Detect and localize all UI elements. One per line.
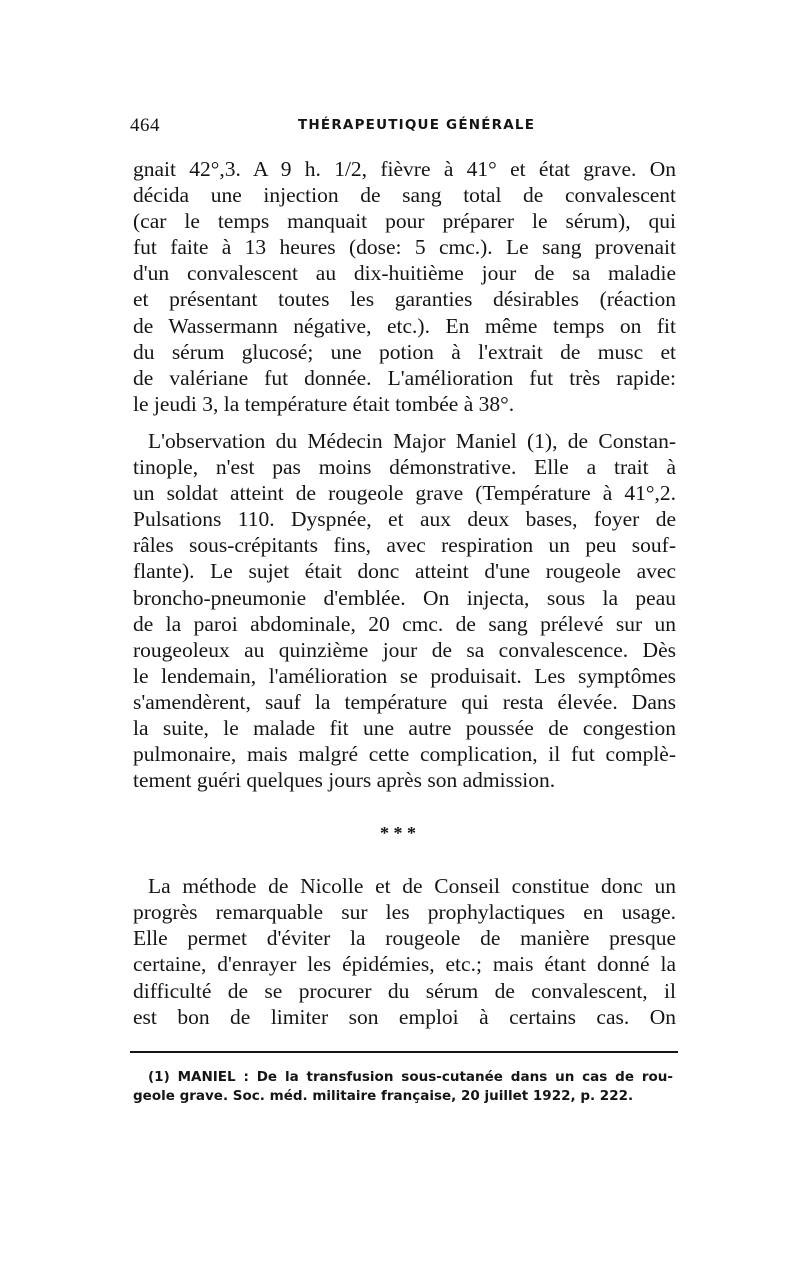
footnote-line: (1) MANIEL : De la transfusion sous-cutanée dans un cas de rou- [148, 1069, 673, 1085]
text-line: La méthode de Nicolle et de Conseil constitue donc un [148, 874, 676, 898]
text-line: certaine, d'enrayer les épidémies, etc.; mais étant donné la [133, 952, 676, 976]
text-line: gnait 42°,3. A 9 h. 1/2, fièvre à 41° et état grave. On [133, 157, 676, 181]
text-line: de la paroi abdominale, 20 cmc. de sang prélevé sur un [133, 612, 676, 636]
footnote-rule [130, 1051, 678, 1053]
text-line: de Wassermann négative, etc.). En même temps on fit [133, 314, 676, 338]
text-line: pulmonaire, mais malgré cette complication, il fut complè- [133, 742, 676, 766]
text-line: difficulté de se procurer du sérum de convalescent, il [133, 979, 676, 1003]
text-line: (car le temps manquait pour préparer le sérum), qui [133, 209, 676, 233]
section-separator: * * * [380, 823, 416, 843]
text-line: râles sous-crépitants fins, avec respiration un peu souf- [133, 533, 676, 557]
text-line: L'observation du Médecin Major Maniel (1), de Constan- [148, 429, 676, 453]
running-title: THÉRAPEUTIQUE GÉNÉRALE [298, 117, 536, 133]
text-line: un soldat atteint de rougeole grave (Température à 41°,2. [133, 481, 676, 505]
text-line: la suite, le malade fit une autre poussée de congestion [133, 716, 676, 740]
text-line: d'un convalescent au dix-huitième jour de sa maladie [133, 261, 676, 285]
text-line: est bon de limiter son emploi à certains cas. On [133, 1005, 676, 1029]
text-line: de valériane fut donnée. L'amélioration fut très rapide: [133, 366, 676, 390]
text-line: et présentant toutes les garanties désirables (réaction [133, 287, 676, 311]
text-line: décida une injection de sang total de convalescent [133, 183, 676, 207]
text-line: broncho-pneumonie d'emblée. On injecta, sous la peau [133, 586, 676, 610]
text-line: fut faite à 13 heures (dose: 5 cmc.). Le sang provenait [133, 235, 676, 259]
text-line: rougeoleux au quinzième jour de sa convalescence. Dès [133, 638, 676, 662]
text-line: flante). Le sujet était donc atteint d'une rougeole avec [133, 559, 676, 583]
text-line: Pulsations 110. Dyspnée, et aux deux bases, foyer de [133, 507, 676, 531]
text-line: le jeudi 3, la température était tombée à 38°. [133, 392, 515, 416]
text-line: tement guéri quelques jours après son admission. [133, 768, 556, 792]
footnote-line: geole grave. Soc. méd. militaire française, 20 juillet 1922, p. 222. [133, 1088, 634, 1104]
text-line: tinople, n'est pas moins démonstrative. Elle a trait à [133, 455, 676, 479]
text-line: s'amendèrent, sauf la température qui resta élevée. Dans [133, 690, 676, 714]
text-line: le lendemain, l'amélioration se produisait. Les symptômes [133, 664, 676, 688]
text-line: progrès remarquable sur les prophylactiques en usage. [133, 900, 676, 924]
text-line: Elle permet d'éviter la rougeole de manière presque [133, 926, 676, 950]
page-number: 464 [130, 115, 160, 136]
text-line: du sérum glucosé; une potion à l'extrait de musc et [133, 340, 676, 364]
